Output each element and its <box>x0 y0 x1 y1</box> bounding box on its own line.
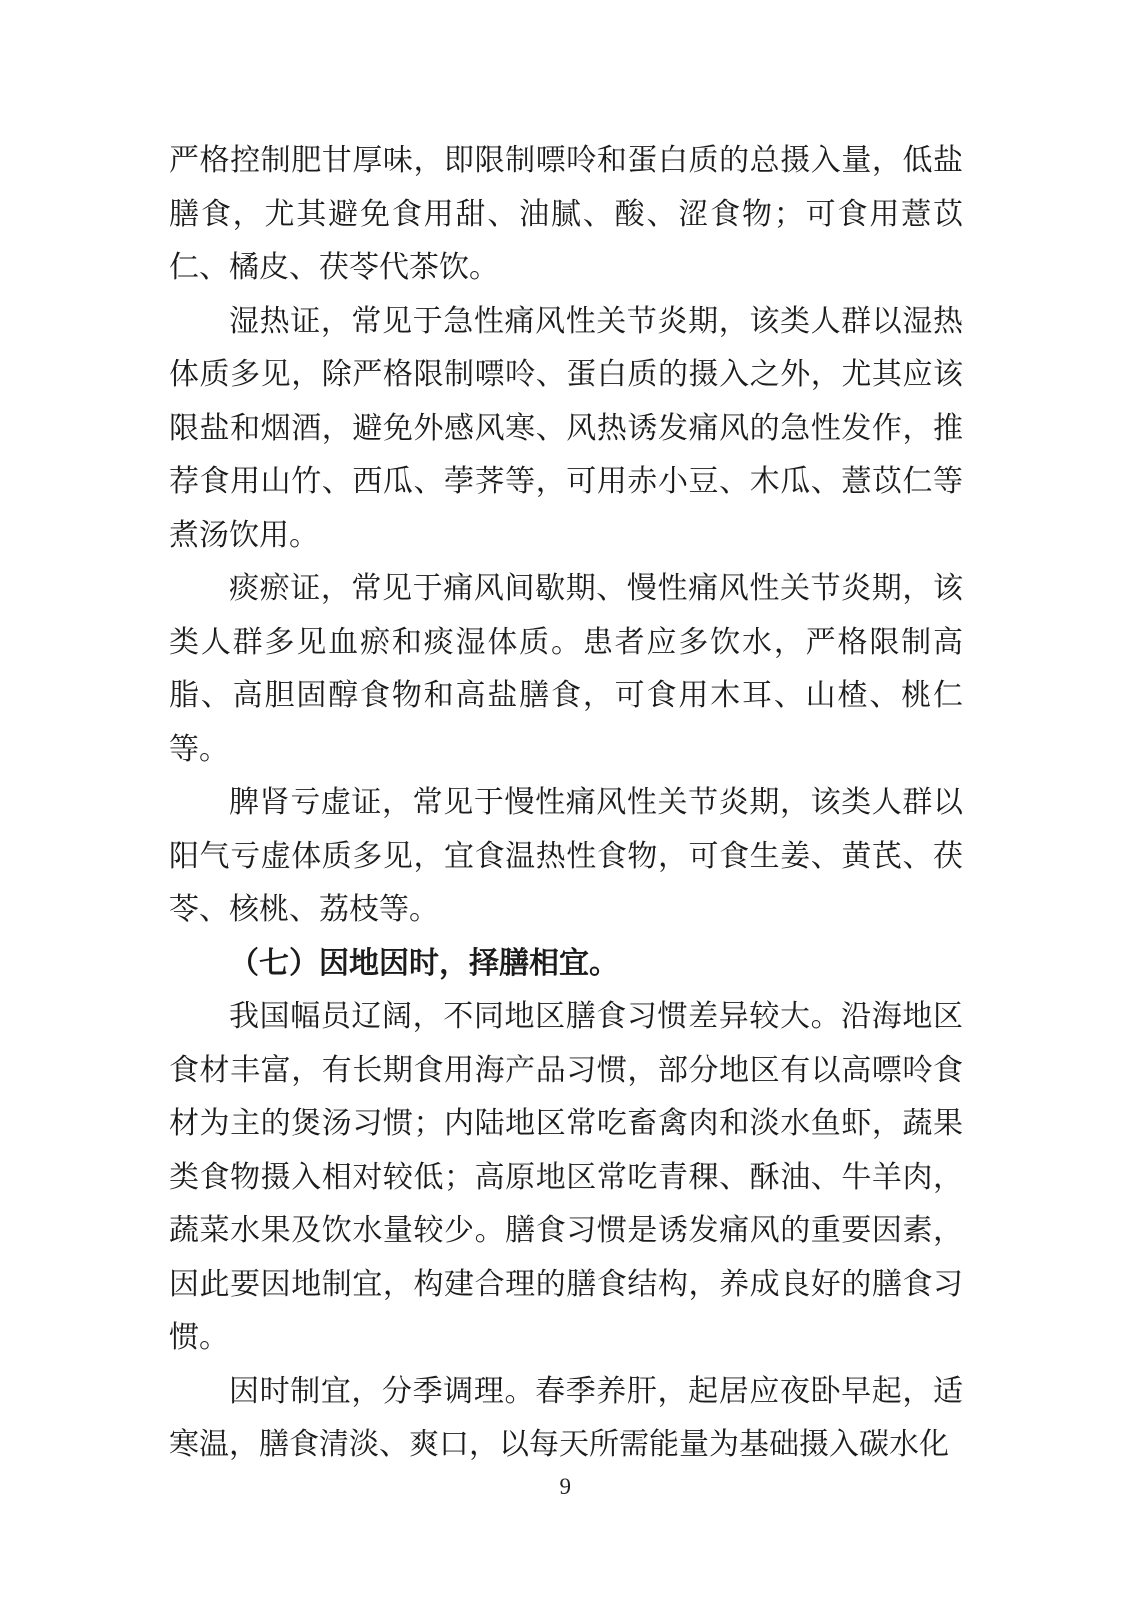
paragraph: 因时制宜，分季调理。春季养肝，起居应夜卧早起，适寒温，膳食清淡、爽口，以每天所需能量为基础摄入碳水化 <box>169 1374 963 1461</box>
paragraph: （七）因地因时，择膳相宜。 <box>229 946 619 980</box>
paragraph: 痰瘀证，常见于痛风间歇期、慢性痛风性关节炎期，该类人群多见血瘀和痰湿体质。患者应多饮水，严格限制高脂、高胆固醇食物和高盐膳食，可食用木耳、山楂、桃仁等。 <box>169 572 963 766</box>
page-footer <box>0 1474 1131 1500</box>
paragraph: 严格控制肥甘厚味，即限制嘌呤和蛋白质的总摄入量，低盐膳食，尤其避免食用甜、油腻、酸、涩食物；可食用薏苡仁、橘皮、茯苓代茶饮。 <box>169 144 963 284</box>
document-body <box>169 134 963 1472</box>
paragraph: 我国幅员辽阔，不同地区膳食习惯差异较大。沿海地区食材丰富，有长期食用海产品习惯，部分地区有以高嘌呤食材为主的煲汤习惯；内陆地区常吃畜禽肉和淡水鱼虾，蔬果类食物摄入相对较低；高原地区常吃青稞、酥油、牛羊肉，蔬菜水果及饮水量较少。膳食习惯是诱发痛风的重要因素，因此要因地制宜，构建合理的膳食结构，养成良好的膳食习惯。 <box>169 1000 963 1354</box>
paragraph: 湿热证，常见于急性痛风性关节炎期，该类人群以湿热体质多见，除严格限制嘌呤、蛋白质的摄入之外，尤其应该限盐和烟酒，避免外感风寒、风热诱发痛风的急性发作，推荐食用山竹、西瓜、荸荠等，可用赤小豆、木瓜、薏苡仁等煮汤饮用。 <box>169 304 963 552</box>
paragraph: 脾肾亏虚证，常见于慢性痛风性关节炎期，该类人群以阳气亏虚体质多见，宜食温热性食物，可食生姜、黄芪、茯苓、核桃、荔枝等。 <box>169 786 963 926</box>
page-number: 9 <box>559 1474 572 1499</box>
